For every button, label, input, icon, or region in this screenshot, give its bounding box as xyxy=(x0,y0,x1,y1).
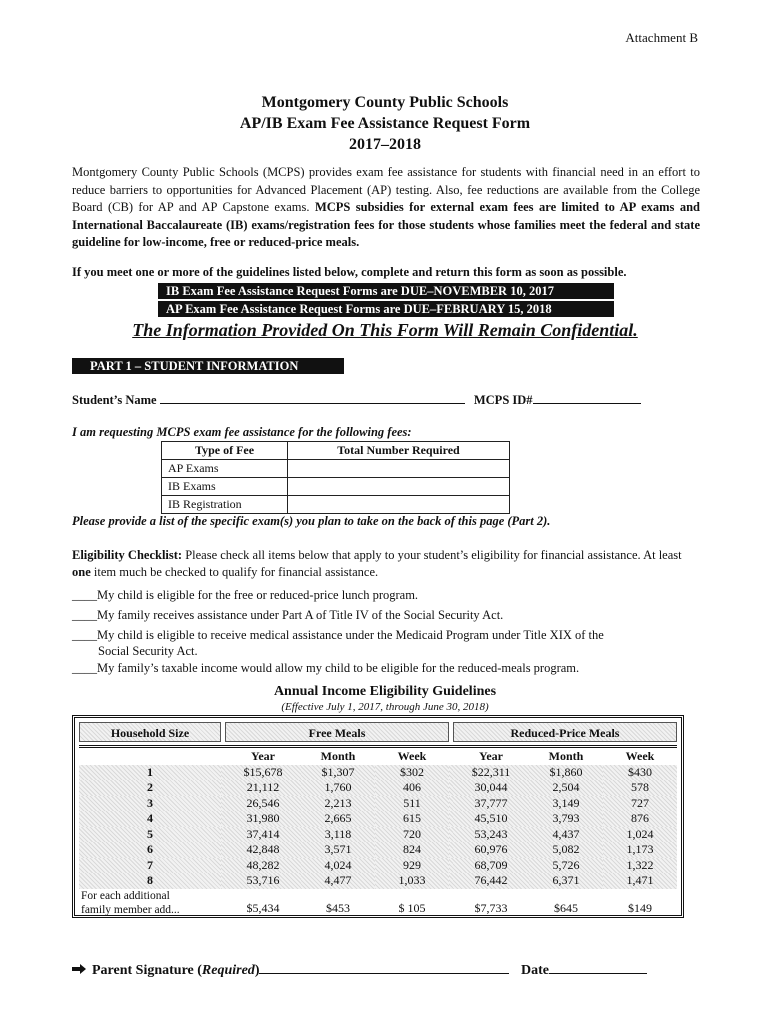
table-row xyxy=(162,478,510,496)
household-size-cell: 4 xyxy=(79,811,221,827)
checklist-item-lunch[interactable]: ____My child is eligible for the free or reduced-price lunch program. xyxy=(72,588,419,602)
table-row xyxy=(162,496,510,514)
eligibility-label: Eligibility Checklist: xyxy=(72,548,183,562)
household-size-cell: 7 xyxy=(79,858,221,874)
income-guidelines-table xyxy=(72,715,684,918)
required-label: Required xyxy=(201,963,255,978)
reduced-month-cell: 4,437 xyxy=(529,827,603,843)
table-row xyxy=(79,811,677,827)
exam-list-note: Please provide a list of the specific exam(s) you plan to take on the back of this page (Part 2). xyxy=(72,514,551,528)
reduced-price-meals-header: Reduced-Price Meals xyxy=(453,722,677,742)
free-year-cell: 31,980 xyxy=(225,811,301,827)
table-row xyxy=(79,827,677,843)
free-week-cell: 511 xyxy=(375,796,449,812)
reduced-month-cell: 5,082 xyxy=(529,842,603,858)
table-row xyxy=(79,873,677,889)
free-month-header: Month xyxy=(320,749,356,763)
free-year-cell: 21,112 xyxy=(225,780,301,796)
household-size-cell: 6 xyxy=(79,842,221,858)
parent-signature-label-close: ) xyxy=(254,963,260,978)
student-name-label: Student’s Name xyxy=(72,393,157,407)
reduced-month-cell: 6,371 xyxy=(529,873,603,889)
free-month-cell: 4,477 xyxy=(301,873,375,889)
eligibility-paragraph xyxy=(72,547,700,581)
reduced-week-cell: 1,173 xyxy=(603,842,677,858)
form-title xyxy=(0,92,770,155)
fee-table-header xyxy=(162,442,510,460)
part1-heading: PART 1 – STUDENT INFORMATION xyxy=(72,358,344,374)
reduced-week-cell: 727 xyxy=(603,796,677,812)
free-week-cell: $302 xyxy=(375,765,449,781)
additional-member-label-line2: family member add... xyxy=(81,903,180,916)
ap-exams-count-field[interactable] xyxy=(288,460,510,478)
checklist-item-medicaid-cont: Social Security Act. xyxy=(98,644,198,658)
free-week-cell: 720 xyxy=(375,827,449,843)
income-data-table xyxy=(79,749,677,917)
household-size-header: Household Size xyxy=(79,722,221,742)
fee-request-table xyxy=(161,441,510,514)
reduced-year-cell: 37,777 xyxy=(453,796,529,812)
checklist-item-taxable-income[interactable]: ____My family’s taxable income would allow my child to be eligible for the reduced-meals program. xyxy=(72,661,580,675)
checklist-item-title-iv[interactable]: ____My family receives assistance under Part A of Title IV of the Social Security Act. xyxy=(72,608,504,622)
guideline-note: If you meet one or more of the guidelines listed below, complete and return this form as soon as possible. xyxy=(72,265,627,279)
table-row xyxy=(79,780,677,796)
reduced-month-cell: 3,149 xyxy=(529,796,603,812)
header-divider xyxy=(79,745,677,748)
free-week-cell: 1,033 xyxy=(375,873,449,889)
reduced-week-cell: 1,471 xyxy=(603,873,677,889)
reduced-week-cell: 578 xyxy=(603,780,677,796)
parent-signature-label: Parent Signature ( xyxy=(92,963,202,978)
reduced-year-cell: 60,976 xyxy=(453,842,529,858)
free-year-cell: 48,282 xyxy=(225,858,301,874)
household-size-cell: 3 xyxy=(79,796,221,812)
reduced-year-header: Year xyxy=(479,749,503,763)
reduced-week-cell: 1,322 xyxy=(603,858,677,874)
ib-registration-count-field[interactable] xyxy=(288,496,510,514)
signature-row xyxy=(72,962,647,979)
fee-type-header: Type of Fee xyxy=(162,442,288,460)
reduced-month-header: Month xyxy=(548,749,584,763)
free-month-cell: $1,307 xyxy=(301,765,375,781)
free-week-cell: 406 xyxy=(375,780,449,796)
additional-free-week-cell: $ 105 xyxy=(398,901,426,915)
eligibility-text: Please check all items below that apply to your student’s eligibility for financial assistance. At least xyxy=(182,548,682,562)
intro-text: Montgomery County Public Schools (MCPS) provides exam fee assistance for students with financial need in an effort to reduce barriers to opportunities for Advanced Placement (AP) testing. Also, fee reductions are available from the College Board (CB) for AP and AP Capstone exams. xyxy=(72,165,700,214)
reduced-month-cell: 3,793 xyxy=(529,811,603,827)
additional-reduced-year-cell: $7,733 xyxy=(474,901,508,915)
table-row xyxy=(79,765,677,781)
total-required-header: Total Number Required xyxy=(288,442,510,460)
income-subheader-row xyxy=(79,749,677,765)
reduced-week-cell: 876 xyxy=(603,811,677,827)
free-week-cell: 615 xyxy=(375,811,449,827)
intro-paragraph xyxy=(72,164,700,252)
reduced-year-cell: 68,709 xyxy=(453,858,529,874)
title-line-3: 2017–2018 xyxy=(349,136,421,153)
free-meals-header: Free Meals xyxy=(225,722,449,742)
income-guidelines-subtitle: (Effective July 1, 2017, through June 30, 2018) xyxy=(281,701,489,713)
free-month-cell: 2,665 xyxy=(301,811,375,827)
additional-reduced-week-cell: $149 xyxy=(628,901,652,915)
fee-type-ib-exams: IB Exams xyxy=(162,478,288,496)
reduced-week-cell: $430 xyxy=(603,765,677,781)
title-line-1: Montgomery County Public Schools xyxy=(261,94,509,111)
reduced-year-cell: 76,442 xyxy=(453,873,529,889)
parent-signature-field[interactable] xyxy=(259,962,509,974)
additional-reduced-month-cell: $645 xyxy=(554,901,578,915)
free-month-cell: 1,760 xyxy=(301,780,375,796)
reduced-month-cell: 2,504 xyxy=(529,780,603,796)
table-row xyxy=(162,460,510,478)
mcps-id-field[interactable] xyxy=(533,392,641,404)
free-week-cell: 824 xyxy=(375,842,449,858)
additional-member-row xyxy=(79,889,677,917)
fee-request-label: I am requesting MCPS exam fee assistance for the following fees: xyxy=(72,425,412,439)
ib-exams-count-field[interactable] xyxy=(288,478,510,496)
free-year-cell: 37,414 xyxy=(225,827,301,843)
right-arrow-icon xyxy=(72,964,86,974)
household-size-cell: 2 xyxy=(79,780,221,796)
additional-free-year-cell: $5,434 xyxy=(246,901,280,915)
free-month-cell: 3,118 xyxy=(301,827,375,843)
fee-type-ib-registration: IB Registration xyxy=(162,496,288,514)
table-row xyxy=(79,842,677,858)
additional-member-label-line1: For each additional xyxy=(81,889,170,902)
free-year-cell: 53,716 xyxy=(225,873,301,889)
reduced-month-cell: 5,726 xyxy=(529,858,603,874)
eligibility-one: one xyxy=(72,565,91,579)
mcps-id-label: MCPS ID# xyxy=(473,393,533,407)
table-row xyxy=(79,858,677,874)
eligibility-text-2: item much be checked to qualify for financial assistance. xyxy=(90,565,379,579)
income-guidelines-title: Annual Income Eligibility Guidelines xyxy=(273,684,497,699)
student-info-row xyxy=(72,392,641,408)
student-name-field[interactable] xyxy=(160,392,465,404)
reduced-week-header: Week xyxy=(625,749,655,763)
fee-type-ap-exams: AP Exams xyxy=(162,460,288,478)
free-year-cell: $15,678 xyxy=(225,765,301,781)
free-month-cell: 3,571 xyxy=(301,842,375,858)
intro-bold-text: MCPS subsidies for external exam fees are limited to AP exams and International Baccalaureate (IB) exams/registration fees for those students whose families meet the federal and state guideline for low-income, free or reduced-price meals. xyxy=(72,200,700,249)
confidential-notice: The Information Provided On This Form Will Remain Confidential. xyxy=(132,320,638,340)
reduced-month-cell: $1,860 xyxy=(529,765,603,781)
additional-free-month-cell: $453 xyxy=(326,901,350,915)
free-week-cell: 929 xyxy=(375,858,449,874)
table-row xyxy=(79,796,677,812)
reduced-year-cell: 45,510 xyxy=(453,811,529,827)
checklist-item-medicaid[interactable]: ____My child is eligible to receive medical assistance under the Medicaid Program under Title XIX of the xyxy=(72,628,604,642)
ap-deadline-banner: AP Exam Fee Assistance Request Forms are DUE–FEBRUARY 15, 2018 xyxy=(158,301,614,317)
free-month-cell: 4,024 xyxy=(301,858,375,874)
reduced-year-cell: $22,311 xyxy=(453,765,529,781)
free-week-header: Week xyxy=(397,749,427,763)
free-year-header: Year xyxy=(251,749,275,763)
free-year-cell: 42,848 xyxy=(225,842,301,858)
reduced-year-cell: 53,243 xyxy=(453,827,529,843)
household-size-cell: 5 xyxy=(79,827,221,843)
free-year-cell: 26,546 xyxy=(225,796,301,812)
date-label: Date xyxy=(520,963,549,978)
ib-deadline-banner: IB Exam Fee Assistance Request Forms are DUE–NOVEMBER 10, 2017 xyxy=(158,283,614,299)
household-size-cell: 8 xyxy=(79,873,221,889)
title-line-2: AP/IB Exam Fee Assistance Request Form xyxy=(239,115,531,132)
date-field[interactable] xyxy=(549,962,647,974)
free-month-cell: 2,213 xyxy=(301,796,375,812)
household-size-cell: 1 xyxy=(79,765,221,781)
reduced-year-cell: 30,044 xyxy=(453,780,529,796)
additional-member-label xyxy=(79,889,221,917)
attachment-label: Attachment B xyxy=(625,30,698,45)
reduced-week-cell: 1,024 xyxy=(603,827,677,843)
